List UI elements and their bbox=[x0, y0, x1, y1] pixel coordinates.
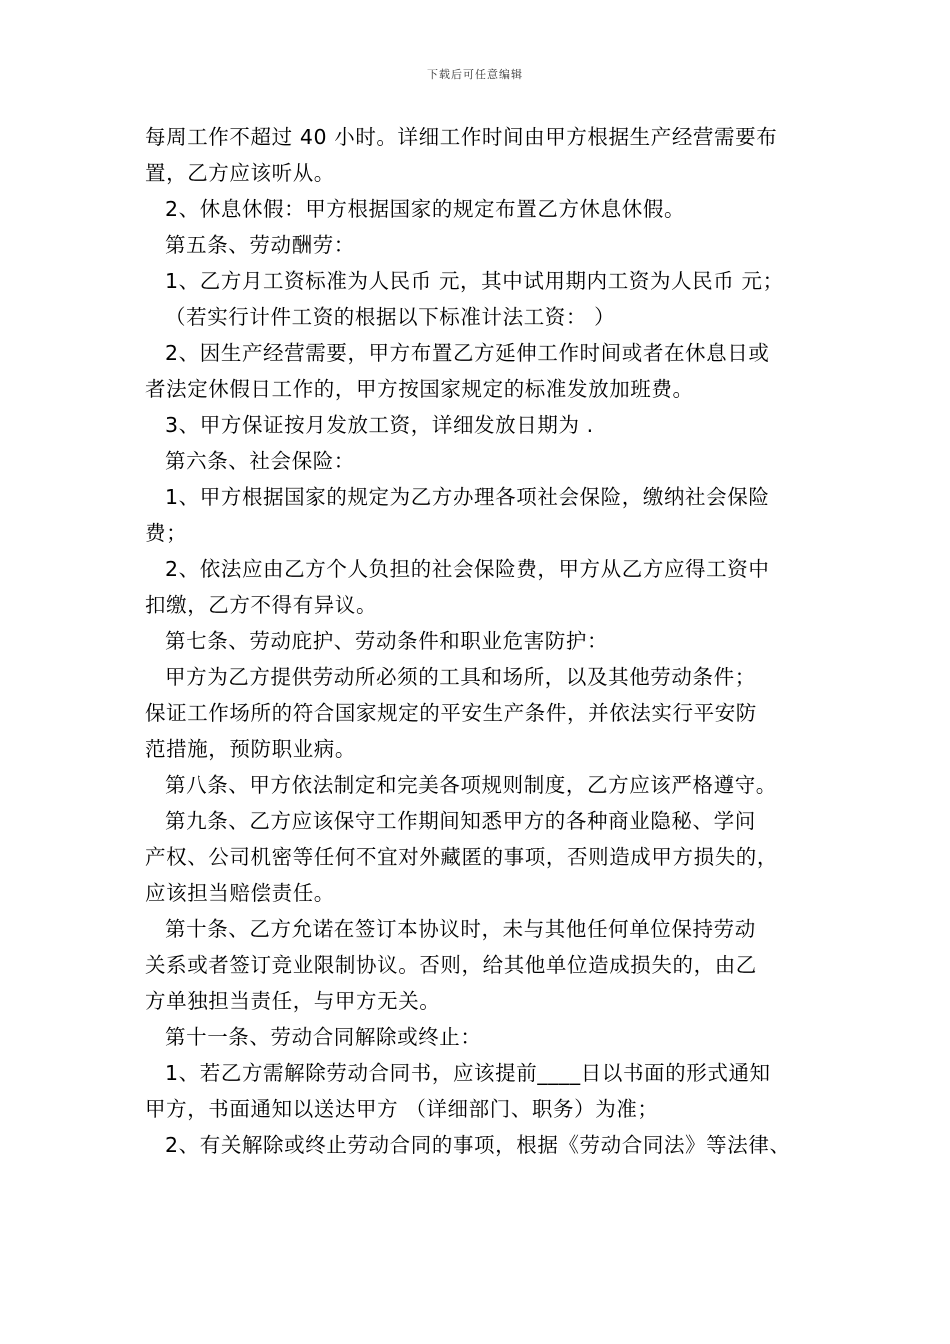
paragraph-line: 1、若乙方需解除劳动合同书，应该提前____日以书面的形式通知 bbox=[165, 1061, 771, 1085]
document-body bbox=[145, 119, 825, 1163]
paragraph-line: 费； bbox=[145, 521, 188, 545]
paragraph-line: 保证工作场所的符合国家规定的平安生产条件，并依法实行平安防 bbox=[145, 701, 757, 725]
paragraph-line: 置，乙方应该听从。 bbox=[145, 161, 335, 185]
paragraph-line: （若实行计件工资的根据以下标准计法工资： ） bbox=[165, 305, 616, 329]
section-heading: 第九条、乙方应该保守工作期间知悉甲方的各种商业隐秘、学问 bbox=[165, 809, 756, 833]
section-heading: 第十一条、劳动合同解除或终止： bbox=[165, 1025, 482, 1049]
section-heading: 第七条、劳动庇护、劳动条件和职业危害防护： bbox=[165, 629, 609, 653]
paragraph-line: 扣缴，乙方不得有异议。 bbox=[145, 593, 378, 617]
paragraph-line: 者法定休假日工作的，甲方按国家规定的标准发放加班费。 bbox=[145, 377, 694, 401]
paragraph-line: 每周工作不超过 40 小时。详细工作时间由甲方根据生产经营需要布 bbox=[145, 125, 778, 149]
section-heading: 第五条、劳动酬劳： bbox=[165, 233, 355, 257]
paragraph-line: 2、因生产经营需要，甲方布置乙方延伸工作时间或者在休息日或 bbox=[165, 341, 770, 365]
paragraph-line: 关系或者签订竞业限制协议。否则，给其他单位造成损失的，由乙 bbox=[145, 953, 757, 977]
paragraph-line: 产权、公司机密等任何不宜对外藏匿的事项，否则造成甲方损失的， bbox=[145, 845, 778, 869]
paragraph-line: 甲方为乙方提供劳动所必须的工具和场所，以及其他劳动条件； bbox=[165, 665, 756, 689]
paragraph-line: 1、甲方根据国家的规定为乙方办理各项社会保险，缴纳社会保险 bbox=[165, 485, 770, 509]
section-heading: 第八条、甲方依法制定和完美各项规则制度，乙方应该严格遵守。 bbox=[165, 773, 777, 797]
paragraph-line: 3、甲方保证按月发放工资，详细发放日期为 . bbox=[165, 413, 594, 437]
paragraph-line: 应该担当赔偿责任。 bbox=[145, 881, 335, 905]
page-header: 下载后可任意编辑 bbox=[427, 68, 523, 81]
paragraph-line: 方单独担当责任，与甲方无关。 bbox=[145, 989, 441, 1013]
paragraph-line: 2、休息休假：甲方根据国家的规定布置乙方休息休假。 bbox=[165, 197, 686, 221]
section-heading: 第十条、乙方允诺在签订本协议时，未与其他任何单位保持劳动 bbox=[165, 917, 756, 941]
paragraph-line: 2、有关解除或终止劳动合同的事项，根据《劳动合同法》等法律、 bbox=[165, 1133, 791, 1157]
paragraph-line: 范措施，预防职业病。 bbox=[145, 737, 356, 761]
paragraph-line: 1、乙方月工资标准为人民币 元，其中试用期内工资为人民币 元； bbox=[165, 269, 784, 293]
paragraph-line: 2、依法应由乙方个人负担的社会保险费，甲方从乙方应得工资中 bbox=[165, 557, 770, 581]
section-heading: 第六条、社会保险： bbox=[165, 449, 355, 473]
paragraph-line: 甲方，书面通知以送达甲方 （详细部门、职务）为准； bbox=[145, 1097, 659, 1121]
